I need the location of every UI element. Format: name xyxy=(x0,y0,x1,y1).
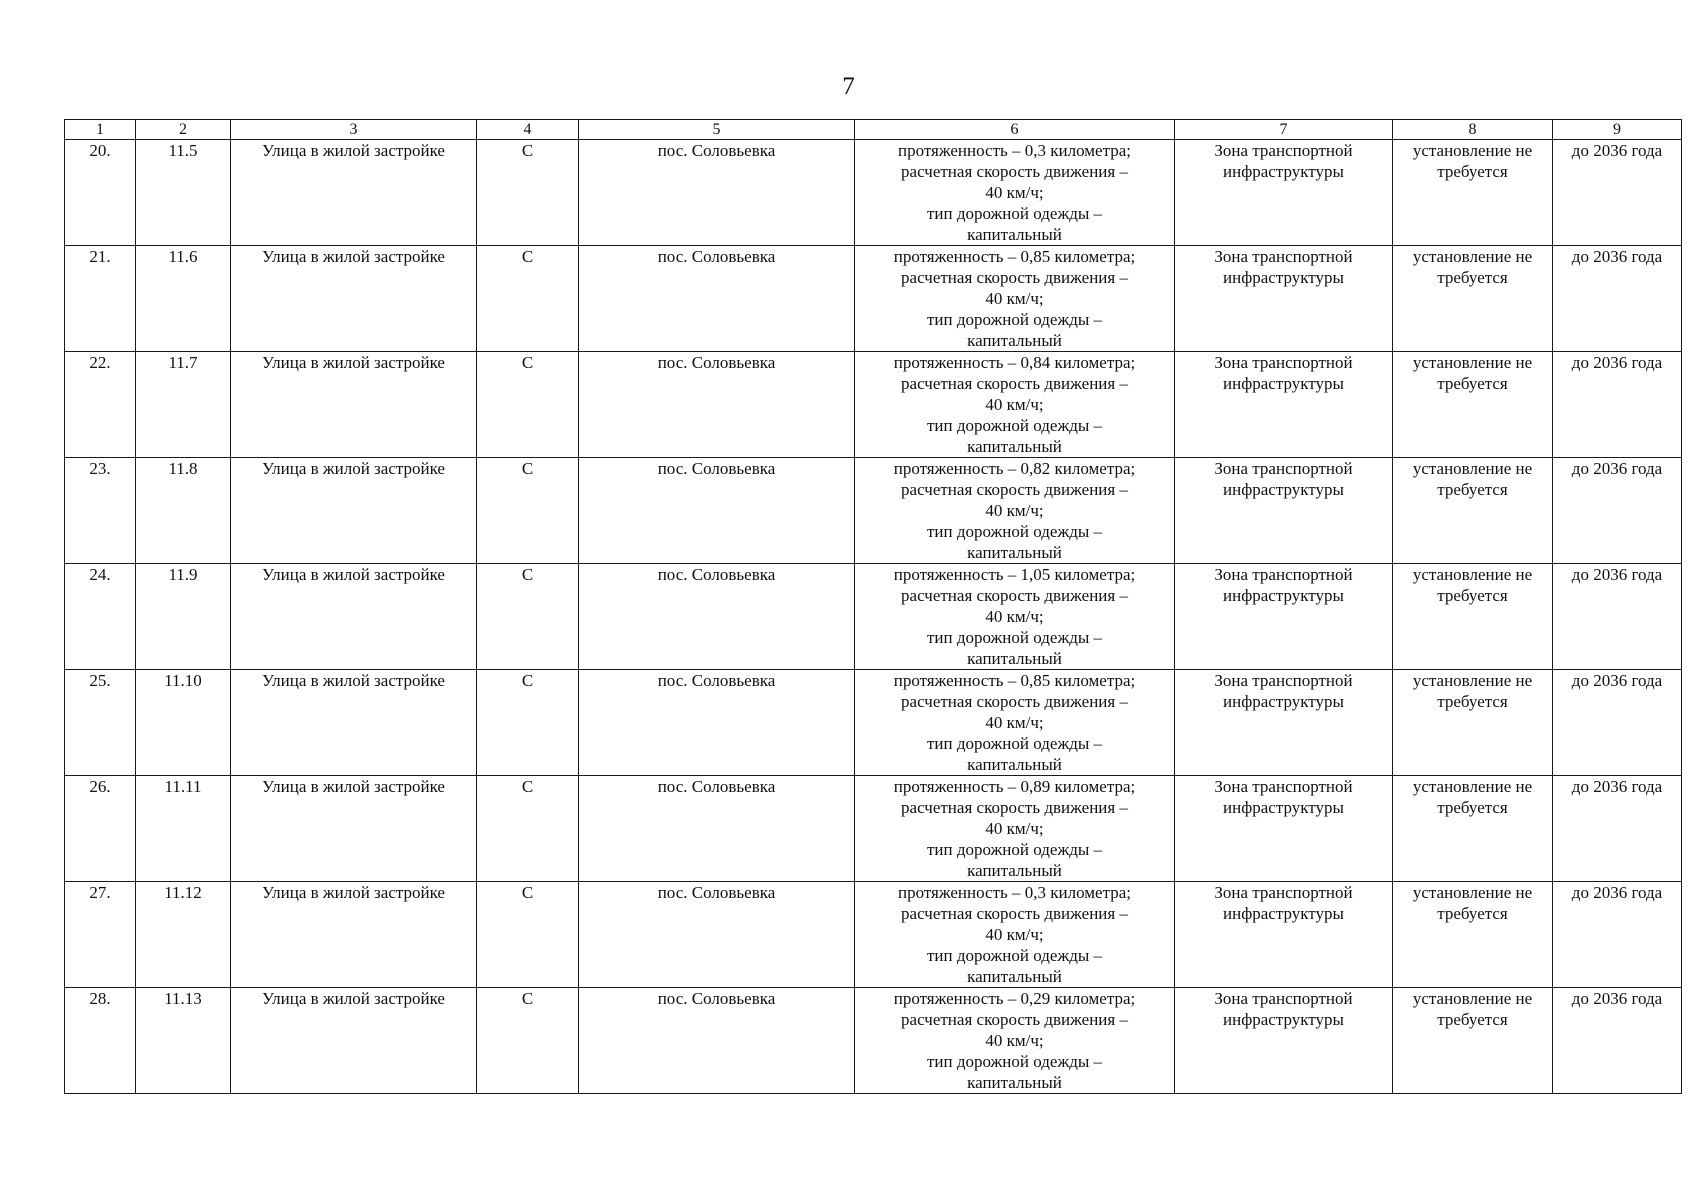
column-header: 7 xyxy=(1175,120,1393,140)
parameter-line: капитальный xyxy=(967,1073,1062,1092)
table-row xyxy=(65,140,1682,246)
implementation-deadline: до 2036 года xyxy=(1553,140,1682,246)
object-name: Улица в жилой застройке xyxy=(231,670,477,776)
object-code: 11.11 xyxy=(136,776,231,882)
object-code: 11.9 xyxy=(136,564,231,670)
parameter-line: тип дорожной одежды – xyxy=(926,840,1103,859)
row-number: 25. xyxy=(65,670,136,776)
parameter-line: тип дорожной одежды – xyxy=(926,416,1103,435)
functional-zone: Зона транспортной инфраструктуры xyxy=(1175,140,1393,246)
object-code: 11.6 xyxy=(136,246,231,352)
protection-zone: установление не требуется xyxy=(1393,882,1553,988)
row-number: 27. xyxy=(65,882,136,988)
row-number: 24. xyxy=(65,564,136,670)
implementation-deadline: до 2036 года xyxy=(1553,246,1682,352)
implementation-deadline: до 2036 года xyxy=(1553,776,1682,882)
object-status: С xyxy=(477,564,579,670)
parameter-line: расчетная скорость движения – xyxy=(901,480,1128,499)
parameter-line: расчетная скорость движения – xyxy=(901,798,1128,817)
protection-zone: установление не требуется xyxy=(1393,140,1553,246)
implementation-deadline: до 2036 года xyxy=(1553,564,1682,670)
object-parameters xyxy=(855,352,1175,458)
object-location: пос. Соловьевка xyxy=(579,352,855,458)
parameter-line: 40 км/ч; xyxy=(985,819,1044,838)
object-location: пос. Соловьевка xyxy=(579,140,855,246)
object-status: С xyxy=(477,458,579,564)
object-name: Улица в жилой застройке xyxy=(231,352,477,458)
parameter-line: капитальный xyxy=(967,437,1062,456)
implementation-deadline: до 2036 года xyxy=(1553,882,1682,988)
parameter-line: тип дорожной одежды – xyxy=(926,522,1103,541)
protection-zone: установление не требуется xyxy=(1393,670,1553,776)
object-status: С xyxy=(477,670,579,776)
objects-table xyxy=(64,119,1682,1094)
parameter-line: протяженность – 0,3 километра; xyxy=(897,141,1132,160)
object-code: 11.8 xyxy=(136,458,231,564)
column-header: 5 xyxy=(579,120,855,140)
table-body xyxy=(65,140,1682,1094)
protection-zone: установление не требуется xyxy=(1393,988,1553,1094)
protection-zone: установление не требуется xyxy=(1393,564,1553,670)
implementation-deadline: до 2036 года xyxy=(1553,352,1682,458)
table-row xyxy=(65,988,1682,1094)
parameter-line: капитальный xyxy=(967,649,1062,668)
table-row xyxy=(65,670,1682,776)
object-name: Улица в жилой застройке xyxy=(231,140,477,246)
functional-zone: Зона транспортной инфраструктуры xyxy=(1175,988,1393,1094)
parameter-line: капитальный xyxy=(967,543,1062,562)
parameter-line: протяженность – 0,29 километра; xyxy=(893,989,1136,1008)
column-header: 2 xyxy=(136,120,231,140)
object-location: пос. Соловьевка xyxy=(579,564,855,670)
table-row xyxy=(65,882,1682,988)
object-parameters xyxy=(855,458,1175,564)
column-header: 8 xyxy=(1393,120,1553,140)
object-name: Улица в жилой застройке xyxy=(231,246,477,352)
parameter-line: протяженность – 0,3 километра; xyxy=(897,883,1132,902)
functional-zone: Зона транспортной инфраструктуры xyxy=(1175,670,1393,776)
column-header: 3 xyxy=(231,120,477,140)
parameter-line: расчетная скорость движения – xyxy=(901,162,1128,181)
header-row xyxy=(65,120,1682,140)
table-row xyxy=(65,458,1682,564)
table-row xyxy=(65,352,1682,458)
column-header: 1 xyxy=(65,120,136,140)
row-number: 28. xyxy=(65,988,136,1094)
object-name: Улица в жилой застройке xyxy=(231,564,477,670)
protection-zone: установление не требуется xyxy=(1393,352,1553,458)
object-location: пос. Соловьевка xyxy=(579,670,855,776)
implementation-deadline: до 2036 года xyxy=(1553,458,1682,564)
object-parameters xyxy=(855,988,1175,1094)
protection-zone: установление не требуется xyxy=(1393,246,1553,352)
parameter-line: 40 км/ч; xyxy=(985,183,1044,202)
table-row xyxy=(65,564,1682,670)
object-location: пос. Соловьевка xyxy=(579,458,855,564)
parameter-line: капитальный xyxy=(967,967,1062,986)
object-status: С xyxy=(477,882,579,988)
parameter-line: расчетная скорость движения – xyxy=(901,268,1128,287)
parameter-line: расчетная скорость движения – xyxy=(901,904,1128,923)
row-number: 22. xyxy=(65,352,136,458)
parameter-line: расчетная скорость движения – xyxy=(901,692,1128,711)
object-code: 11.5 xyxy=(136,140,231,246)
object-status: С xyxy=(477,352,579,458)
parameter-line: тип дорожной одежды – xyxy=(926,204,1103,223)
parameter-line: 40 км/ч; xyxy=(985,713,1044,732)
table-header xyxy=(65,120,1682,140)
object-status: С xyxy=(477,988,579,1094)
parameter-line: протяженность – 0,84 километра; xyxy=(893,353,1136,372)
row-number: 21. xyxy=(65,246,136,352)
object-location: пос. Соловьевка xyxy=(579,882,855,988)
object-parameters xyxy=(855,246,1175,352)
table-row xyxy=(65,246,1682,352)
parameter-line: расчетная скорость движения – xyxy=(901,374,1128,393)
implementation-deadline: до 2036 года xyxy=(1553,988,1682,1094)
parameter-line: тип дорожной одежды – xyxy=(926,734,1103,753)
object-status: С xyxy=(477,140,579,246)
table-row xyxy=(65,776,1682,882)
object-status: С xyxy=(477,246,579,352)
functional-zone: Зона транспортной инфраструктуры xyxy=(1175,246,1393,352)
column-header: 6 xyxy=(855,120,1175,140)
object-code: 11.7 xyxy=(136,352,231,458)
parameter-line: тип дорожной одежды – xyxy=(926,1052,1103,1071)
functional-zone: Зона транспортной инфраструктуры xyxy=(1175,776,1393,882)
functional-zone: Зона транспортной инфраструктуры xyxy=(1175,352,1393,458)
parameter-line: тип дорожной одежды – xyxy=(926,628,1103,647)
parameter-line: 40 км/ч; xyxy=(985,395,1044,414)
parameter-line: расчетная скорость движения – xyxy=(901,1010,1128,1029)
parameter-line: тип дорожной одежды – xyxy=(926,946,1103,965)
page-number: 7 xyxy=(842,73,855,100)
parameter-line: капитальный xyxy=(967,861,1062,880)
object-parameters xyxy=(855,670,1175,776)
parameter-line: капитальный xyxy=(967,225,1062,244)
object-name: Улица в жилой застройке xyxy=(231,458,477,564)
parameter-line: капитальный xyxy=(967,331,1062,350)
parameter-line: расчетная скорость движения – xyxy=(901,586,1128,605)
object-location: пос. Соловьевка xyxy=(579,246,855,352)
object-parameters xyxy=(855,564,1175,670)
object-parameters xyxy=(855,140,1175,246)
functional-zone: Зона транспортной инфраструктуры xyxy=(1175,882,1393,988)
row-number: 20. xyxy=(65,140,136,246)
protection-zone: установление не требуется xyxy=(1393,776,1553,882)
parameter-line: капитальный xyxy=(967,755,1062,774)
functional-zone: Зона транспортной инфраструктуры xyxy=(1175,458,1393,564)
parameter-line: 40 км/ч; xyxy=(985,501,1044,520)
object-code: 11.10 xyxy=(136,670,231,776)
object-location: пос. Соловьевка xyxy=(579,988,855,1094)
object-parameters xyxy=(855,776,1175,882)
parameter-line: протяженность – 0,89 километра; xyxy=(893,777,1136,796)
parameter-line: протяженность – 0,85 километра; xyxy=(893,671,1136,690)
implementation-deadline: до 2036 года xyxy=(1553,670,1682,776)
object-name: Улица в жилой застройке xyxy=(231,988,477,1094)
protection-zone: установление не требуется xyxy=(1393,458,1553,564)
parameter-line: 40 км/ч; xyxy=(985,289,1044,308)
row-number: 23. xyxy=(65,458,136,564)
parameter-line: 40 км/ч; xyxy=(985,925,1044,944)
object-name: Улица в жилой застройке xyxy=(231,776,477,882)
object-parameters xyxy=(855,882,1175,988)
row-number: 26. xyxy=(65,776,136,882)
object-name: Улица в жилой застройке xyxy=(231,882,477,988)
column-header: 9 xyxy=(1553,120,1682,140)
parameter-line: протяженность – 0,85 километра; xyxy=(893,247,1136,266)
object-code: 11.13 xyxy=(136,988,231,1094)
parameter-line: 40 км/ч; xyxy=(985,1031,1044,1050)
object-status: С xyxy=(477,776,579,882)
object-code: 11.12 xyxy=(136,882,231,988)
functional-zone: Зона транспортной инфраструктуры xyxy=(1175,564,1393,670)
parameter-line: протяженность – 0,82 километра; xyxy=(893,459,1136,478)
object-location: пос. Соловьевка xyxy=(579,776,855,882)
parameter-line: тип дорожной одежды – xyxy=(926,310,1103,329)
column-header: 4 xyxy=(477,120,579,140)
parameter-line: протяженность – 1,05 километра; xyxy=(893,565,1136,584)
parameter-line: 40 км/ч; xyxy=(985,607,1044,626)
